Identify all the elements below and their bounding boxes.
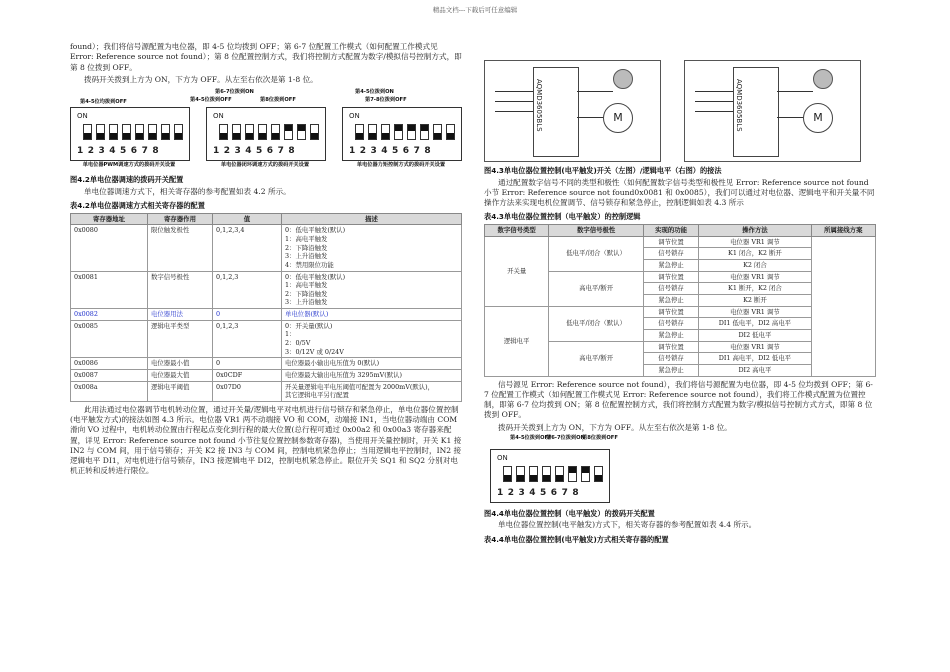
cell: 调节位置 (643, 236, 698, 248)
cell: 电位器最大值 (148, 369, 213, 381)
paragraph: 拨码开关拨到上方为 ON，下方为 OFF。从左至右依次是第 1-8 位。 (498, 422, 732, 432)
table-header: 值 (213, 213, 282, 225)
table-row (71, 381, 462, 401)
cell: 开关量逻辑电平电压阈值可配置为 2000mV(默认)， 其它逻辑电平另行配置 (282, 381, 462, 401)
cell: 电位器最小值 (148, 358, 213, 370)
cell: 0：低电平触发(默认) 1：高电平触发 2：下降沿触发 3：上升沿触发 4：禁用限位功能 (282, 225, 462, 271)
motor-icon: M (603, 103, 633, 133)
cell: 电位器用法 (148, 309, 213, 321)
table-row: 紧急停止 DI2 高电平 (485, 364, 876, 376)
dip-caption: 单电位器PWM调速方式的拨码开关设置 (82, 162, 176, 168)
table-row (71, 320, 462, 358)
dip-label: 第8位拨到OFF (582, 434, 618, 441)
dip-numbers: 12345678 (213, 145, 300, 156)
cell: 开关量 (485, 236, 549, 306)
paragraph: 通过配置数字信号不同的类型和极性（如何配置数字信号类型和极性见 Error: Reference source not found 小节 Error: Reference source not found0x0081 和 0x0085），我们可以通过对电位器、逻辑电平和开关量不同操作方法来实现电机位置调节、信号锁存和紧急停止，控制逻辑如表 4.3 所示 (484, 177, 875, 208)
wiring-diagram-logic (684, 60, 861, 162)
cell: 高电平/断开 (549, 271, 644, 306)
potentiometer-icon (813, 69, 833, 89)
cell: 0x0087 (71, 369, 148, 381)
dip-caption: 单电位器力矩控制方式的拨码开关设置 (356, 162, 446, 168)
dip-switch (70, 107, 190, 161)
cell: 0 (213, 309, 282, 321)
motor-icon: M (803, 103, 833, 133)
table-header: 寄存器地址 (71, 213, 148, 225)
wiring-figure (484, 60, 876, 162)
cell: 0x0082 (71, 309, 148, 321)
cell: 0：开关量(默认) 1： 2：0/5V 3：0/12V 或 0/24V (282, 320, 462, 358)
paragraph: 单电位器位置控制(电平触发)方式下，相关寄存器的参考配置如表 4.4 所示。 (498, 520, 757, 530)
table-row: 信号锁存 K1 闭合，K2 断开 (485, 248, 876, 260)
table-row (71, 309, 462, 321)
cell: 0 (213, 358, 282, 370)
table-caption: 表4.3单电位器位置控制（电平触发）的控制逻辑 (484, 212, 641, 222)
cell: 低电平/闭合（默认） (549, 236, 644, 271)
cell: 电位器 VR1 调节 (699, 236, 811, 248)
table-row: 逻辑电平 低电平/闭合（默认） 调节位置 电位器 VR1 调节 (485, 306, 876, 318)
dip-label: 第8位拨到OFF (260, 97, 296, 103)
cell: 电位器最大输出电压值为 3295mV(默认) (282, 369, 462, 381)
cell: 0,1,2,3,4 (213, 225, 282, 271)
cell: 0x0080 (71, 225, 148, 271)
cell: 0x0081 (71, 271, 148, 309)
driver-label: AQMD3605BLS (535, 79, 543, 132)
dip-label: 第6-7位拨到ON (546, 434, 585, 441)
table-row: 高电平/断开 调节位置 电位器 VR1 调节 (485, 341, 876, 353)
table-row: 紧急停止 K2 断开 (485, 295, 876, 307)
dip-label: 第4-5位拨到OFF (510, 434, 552, 441)
dip-numbers: 12345678 (349, 145, 436, 156)
dip-switch (342, 107, 462, 161)
table-header: 数字信号类型 (485, 225, 549, 237)
cell: 0,1,2,3 (213, 271, 282, 309)
cell: 高电平/断开 (549, 341, 644, 376)
figure-caption: 图4.4单电位器位置控制（电平触发）的拨码开关配置 (484, 508, 655, 518)
cell: 限位触发极性 (148, 225, 213, 271)
table-row: 紧急停止 K2 闭合 (485, 260, 876, 272)
register-table (70, 213, 462, 402)
table-row: 信号锁存 K1 断开，K2 闭合 (485, 283, 876, 295)
dip-numbers: 12345678 (77, 145, 164, 156)
table-header: 操作方法 (699, 225, 811, 237)
figure-caption: 图4.2单电位器调速的拨码开关配置 (70, 175, 184, 184)
paragraph: 信号源见 Error: Reference source not found），我们将信号源配置为电位器，即 4-5 位均拨到 OFF；第 6-7 位配置工作模式（如何配置工作模式见 Error: Reference source not found），我们将工作模式配置为位置控制，即第 6-7 位均拨到 ON；第 8 位配置控制方式，我们将控制方式配置为数字/模拟信号控制方式方式，即第 8 位拨到 OFF。 (484, 379, 873, 420)
table-row: 紧急停止 DI2 低电平 (485, 329, 876, 341)
cell: 0x07D0 (213, 381, 282, 401)
table-row: 信号锁存 DI1 高电平，DI2 低电平 (485, 353, 876, 365)
paragraph: 此用法通过电位器调节电机转动位置，通过开关量/逻辑电平对电机进行信号锁存和紧急停止，单电位器位置控制(电平触发方式)的接法如图 4.3 所示。电位器 VR1 两不动端接 VO 和 COM，动端接 IN1，当电位器动端由 COM 滑向 VO 过程中，电机转动位置由行程起点变化到行程的最大位置(总行程可通过 0x00a2 和 0x00a3 寄存器来配置，详见 Error: Reference source not found 小节往复位置控制参数寄存器)，当使用开关量控制时，开关 K1 接 IN2 与 COM 间，用于信号锁存；开关 K2 接 IN3 与 COM 间，控制电机紧急停止；当用逻辑电平控制时，IN2 接逻辑电平 DI1，对电机进行信号锁存，IN3 接逻辑电平 DI2，控制电机紧急停止。限位开关 SQ1 和 SQ2 分别对电机正转和反转进行限位。 (70, 404, 462, 476)
dip-label: 第4-5位拨到ON (355, 89, 394, 95)
dip-switch-figure (70, 89, 462, 171)
on-label: ON (349, 112, 360, 120)
cell: 逻辑电平 (485, 306, 549, 376)
cell: 逻辑电平类型 (148, 320, 213, 358)
table-caption: 表4.2单电位器调速方式相关寄存器的配置 (70, 200, 205, 210)
table-row (71, 271, 462, 309)
table-row: 高电平/断开 调节位置 电位器 VR1 调节 (485, 271, 876, 283)
left-column (70, 42, 462, 479)
cell: 0,1,2,3 (213, 320, 282, 358)
cell: 0x0CDF (213, 369, 282, 381)
dip-numbers: 12345678 (497, 487, 584, 498)
table-caption: 表4.4单电位器位置控制(电平触发)方式相关寄存器的配置 (484, 534, 669, 544)
on-label: ON (497, 453, 508, 462)
table-row (71, 225, 462, 271)
dip-switch (490, 449, 610, 503)
dip-switch (206, 107, 326, 161)
driver-label: AQMD3605BLS (735, 79, 743, 132)
cell: 0x0085 (71, 320, 148, 358)
on-label: ON (213, 112, 224, 120)
table-row (71, 358, 462, 370)
dip-label: 第4-5位均拨到OFF (80, 99, 127, 105)
table-header: 数字信号极性 (549, 225, 644, 237)
control-logic-table (484, 224, 876, 376)
dip-label: 第6-7位拨到ON (215, 89, 254, 95)
dip-caption: 单电位器闭环调速方式的拨码开关设置 (220, 162, 310, 168)
dip-switch-figure (484, 435, 876, 505)
table-row: 信号锁存 DI1 低电平，DI2 高电平 (485, 318, 876, 330)
cell (811, 236, 875, 376)
cell: 0x0086 (71, 358, 148, 370)
table-header: 描述 (282, 213, 462, 225)
cell: 0x008a (71, 381, 148, 401)
wiring-diagram-switch (484, 60, 661, 162)
cell: 单电位器(默认) (282, 309, 462, 321)
paragraph: found）；我们将信号源配置为电位器，即 4-5 位均拨到 OFF；第 6-7 位配置工作模式（如何配置工作模式见 Error: Reference source not found）；第 8 位配置控制方式，我们将控制方式配置为数字/模拟信号控制方式，即第 8 位拨到 OFF。 (70, 42, 462, 72)
table-row (71, 369, 462, 381)
cell: 电位器最小输出电压值为 0(默认) (282, 358, 462, 370)
cell: 低电平/闭合（默认） (549, 306, 644, 341)
cell: 逻辑电平阈值 (148, 381, 213, 401)
right-column (484, 60, 876, 546)
potentiometer-icon (613, 69, 633, 89)
on-label: ON (77, 112, 88, 120)
cell: 0：低电平触发(默认) 1：高电平触发 2：下降沿触发 3：上升沿触发 (282, 271, 462, 309)
table-header: 实现的功能 (643, 225, 698, 237)
table-header: 所属接线方案 (811, 225, 875, 237)
table-header: 寄存器作用 (148, 213, 213, 225)
dip-label: 第7-8位拨到OFF (365, 97, 407, 103)
page-header: 精品文档---下载后可任意编辑 (432, 6, 518, 14)
paragraph: 拨码开关拨到上方为 ON，下方为 OFF。从左至右依次是第 1-8 位。 (84, 74, 318, 84)
dip-label: 第4-5位拨到OFF (190, 97, 232, 103)
paragraph: 单电位器调速方式下，相关寄存器的参考配置如表 4.2 所示。 (84, 186, 291, 196)
table-row (485, 236, 876, 248)
cell: 数字信号极性 (148, 271, 213, 309)
figure-caption: 图4.3单电位器位置控制(电平触发)开关（左图）/逻辑电平（右图）的接法 (484, 166, 722, 175)
